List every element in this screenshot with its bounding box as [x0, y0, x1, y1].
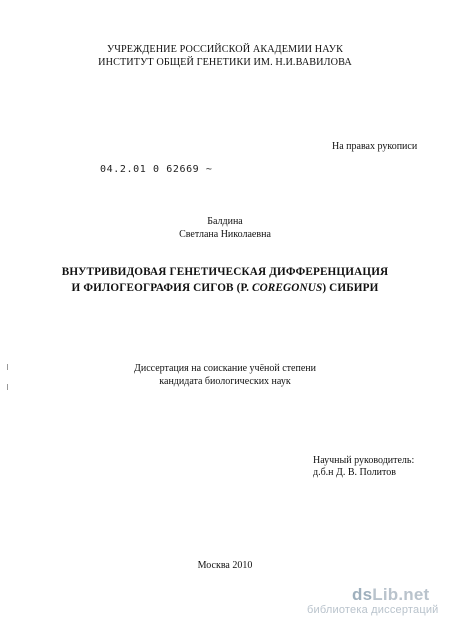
archive-stamp-number: 04.2.01 0 62669 ~	[100, 164, 213, 175]
title-line-2-start: И ФИЛОГЕОГРАФИЯ СИГОВ (Р.	[71, 282, 252, 294]
title-genus-italic: COREGONUS	[251, 282, 323, 294]
title-line-2-end: ) СИБИРИ	[322, 282, 379, 294]
degree-line-1: Диссертация на соискание учёной степени	[134, 363, 316, 374]
author-given-names: Светлана Николаевна	[179, 229, 271, 240]
supervisor-label: Научный руководитель:	[313, 455, 415, 466]
institution-line-2: ИНСТИТУТ ОБЩЕЙ ГЕНЕТИКИ ИМ. Н.И.ВАВИЛОВА	[98, 57, 352, 68]
rights-note: На правах рукописи	[332, 141, 418, 152]
supervisor-name: д.б.н Д. В. Политов	[313, 467, 396, 478]
author-surname: Балдина	[207, 216, 243, 227]
dslib-watermark-subtitle: библиотека диссертаций	[307, 604, 439, 616]
dslib-watermark-logo: dsLib.net	[352, 585, 430, 604]
institution-line-1: УЧРЕЖДЕНИЕ РОССИЙСКОЙ АКАДЕМИИ НАУК	[106, 44, 343, 55]
degree-line-2: кандидата биологических наук	[159, 376, 291, 387]
title-line-1: ВНУТРИВИДОВАЯ ГЕНЕТИЧЕСКАЯ ДИФФЕРЕНЦИАЦИЯ	[61, 266, 389, 278]
title-line-2	[0, 281, 450, 295]
place-and-year: Москва 2010	[197, 560, 253, 571]
